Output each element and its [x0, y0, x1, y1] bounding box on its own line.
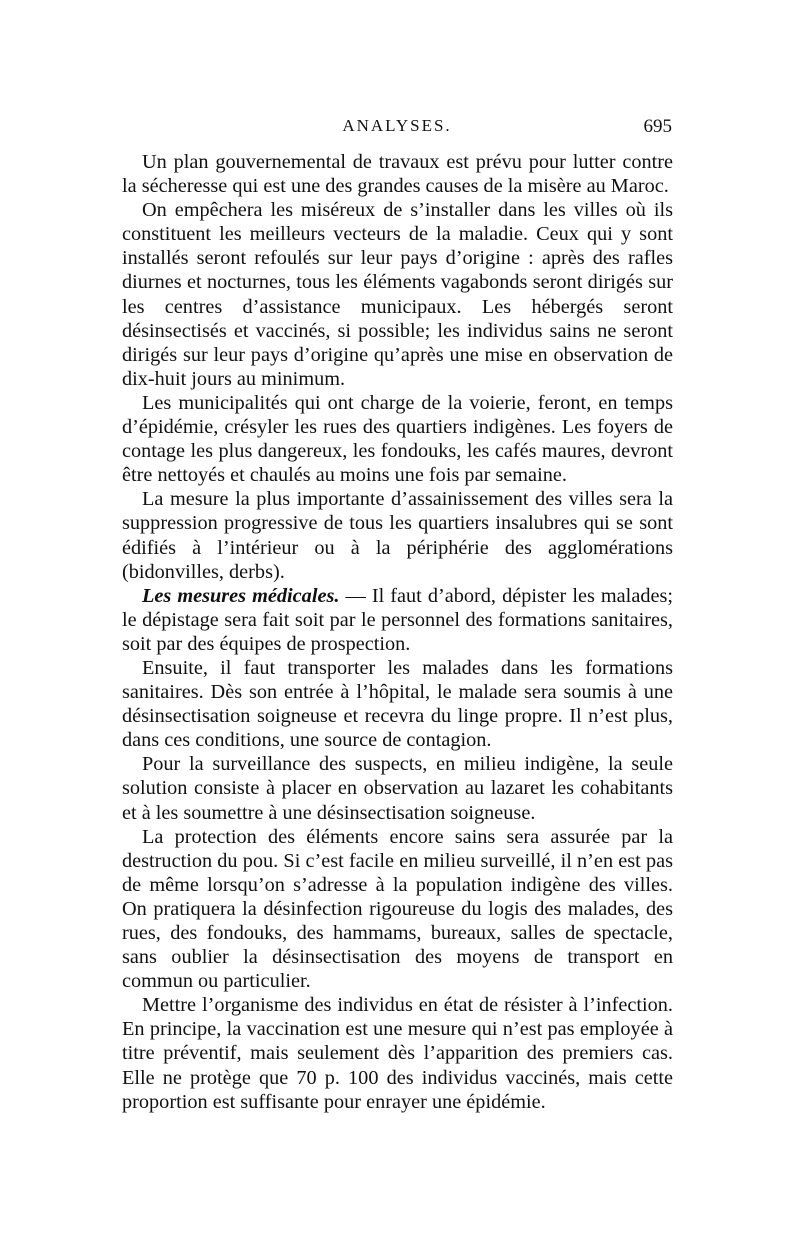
paragraph-label: Les mesures médicales.: [142, 584, 340, 607]
paragraph: Un plan gouvernemental de travaux est prévu pour lutter contre la sécheresse qui est une des grandes causes de la misère au Maroc.: [122, 151, 673, 198]
paragraph: Mettre l’organisme des individus en état de résister à l’infection. En principe, la vaccination est une mesure qui n’est pas employée à titre préventif, mais seulement dès l’apparition des premiers cas. Elle ne protège que 70 p. 100 des individus vaccinés, mais cette proportion est suffisante pour enrayer une épidémie.: [122, 994, 673, 1113]
page-number: 695: [643, 116, 672, 137]
paragraph: [122, 584, 673, 656]
paragraph: Pour la surveillance des suspects, en milieu indigène, la seule solution consiste à placer en observation au lazaret les cohabitants et à les soumettre à une désinsectisation soigneuse.: [122, 753, 673, 824]
page-header: [122, 116, 672, 144]
paragraph: On empêchera les miséreux de s’installer dans les villes où ils constituent les meilleurs vecteurs de la maladie. Ceux qui y sont installés seront refoulés sur leur pays d’origine : après des rafles diurnes et nocturnes, tous les éléments vagabonds seront dirigés sur les centres d’assistance municipaux. Les hébergés seront désinsectisés et vaccinés, si possible; les individus sains ne seront dirigés sur leur pays d’origine qu’après une mise en observation de dix-huit jours au minimum.: [122, 199, 673, 390]
paragraph: La protection des éléments encore sains sera assurée par la destruction du pou. Si c’est facile en milieu surveillé, il n’en est pas de même lorsqu’on s’adresse à la population indigène des villes. On pratiquera la désinfection rigoureuse du logis des malades, des rues, des fondouks, des hammams, bureaux, salles de spectacle, sans oublier la désinsectisation des moyens de transport en commun ou particulier.: [122, 825, 673, 993]
body-text: [122, 150, 673, 1114]
paragraph-text: — Il faut d’abord, dépister les malades; le dépistage sera fait soit par le personnel des formations sanitaires, soit par des équipes de prospection.: [122, 584, 673, 655]
running-head: ANALYSES.: [342, 116, 452, 135]
paragraph: Ensuite, il faut transporter les malades dans les formations sanitaires. Dès son entrée à l’hôpital, le malade sera soumis à une désinsectisation soigneuse et recevra du linge propre. Il n’est plus, dans ces conditions, une source de contagion.: [122, 656, 673, 752]
paragraph: Les municipalités qui ont charge de la voierie, feront, en temps d’épidémie, crésyler les rues des quartiers indigènes. Les foyers de contage les plus dangereux, les fondouks, les cafés maures, devront être nettoyés et chaulés au moins une fois par semaine.: [122, 391, 673, 487]
paragraph: La mesure la plus importante d’assainissement des villes sera la suppression progressive de tous les quartiers insalubres qui se sont édifiés à l’intérieur ou à la périphérie des agglomérations (bidonvilles, derbs).: [122, 488, 673, 583]
